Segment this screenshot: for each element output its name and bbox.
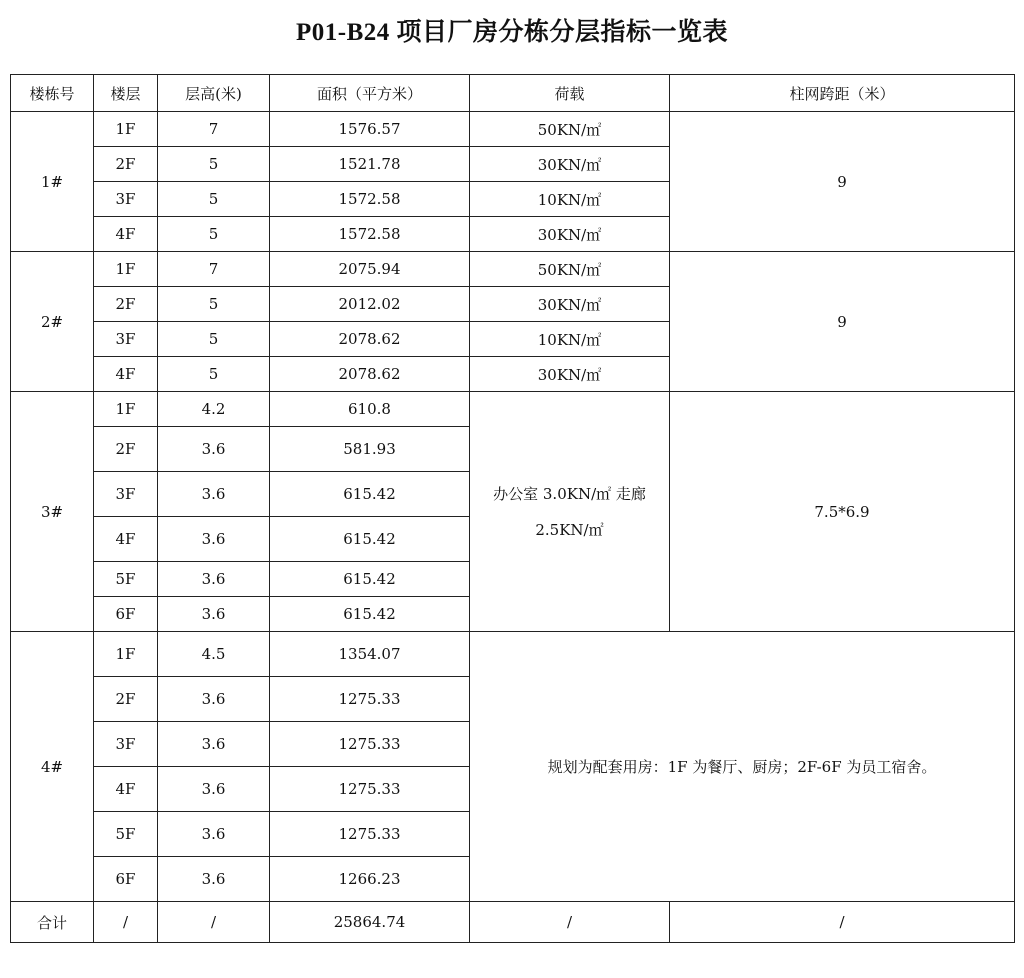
floor-cell: 2F [94,147,158,182]
floor-cell: 6F [94,597,158,632]
floor-cell: 1F [94,112,158,147]
floor-cell: 4F [94,357,158,392]
area-cell: 1266.23 [270,857,470,902]
height-cell: 7 [158,112,270,147]
load-line: 办公室 3.0KN/㎡ 走廊 [493,484,646,503]
area-cell: 1275.33 [270,767,470,812]
total-area: 25864.74 [270,902,470,943]
load-cell-merged [470,392,670,632]
total-load: / [470,902,670,943]
total-height: / [158,902,270,943]
header-area: 面积（平方米） [270,75,470,112]
floor-cell: 3F [94,322,158,357]
height-cell: 3.6 [158,722,270,767]
area-cell: 2012.02 [270,287,470,322]
height-cell: 3.6 [158,767,270,812]
height-cell: 3.6 [158,677,270,722]
area-cell: 2078.62 [270,357,470,392]
height-cell: 5 [158,182,270,217]
area-cell: 1275.33 [270,722,470,767]
total-floor: / [94,902,158,943]
height-cell: 5 [158,147,270,182]
area-cell: 615.42 [270,562,470,597]
page-title: P01-B24 项目厂房分栋分层指标一览表 [295,19,729,46]
area-cell: 1275.33 [270,677,470,722]
height-cell: 3.6 [158,472,270,517]
floor-cell: 1F [94,252,158,287]
table-row [11,392,1015,427]
building-id: 3# [11,392,94,632]
area-cell: 1572.58 [270,182,470,217]
height-cell: 3.6 [158,562,270,597]
height-cell: 5 [158,357,270,392]
building-id: 2# [11,252,94,392]
height-cell: 4.2 [158,392,270,427]
load-cell: 30KN/㎡ [470,147,670,182]
floor-cell: 2F [94,427,158,472]
header-floor: 楼层 [94,75,158,112]
building-id: 1# [11,112,94,252]
height-cell: 3.6 [158,857,270,902]
load-line: 2.5KN/㎡ [535,520,604,539]
table-row [11,632,1015,677]
load-cell: 50KN/㎡ [470,252,670,287]
header-row [11,75,1015,112]
area-cell: 581.93 [270,427,470,472]
header-height: 层高(米) [158,75,270,112]
area-cell: 1275.33 [270,812,470,857]
area-cell: 2075.94 [270,252,470,287]
area-cell: 610.8 [270,392,470,427]
grid-span-cell: 9 [670,112,1015,252]
floor-cell: 6F [94,857,158,902]
height-cell: 3.6 [158,812,270,857]
load-cell: 30KN/㎡ [470,217,670,252]
grid-span-cell: 7.5*6.9 [670,392,1015,632]
floor-cell: 2F [94,677,158,722]
area-cell: 1521.78 [270,147,470,182]
height-cell: 5 [158,217,270,252]
floor-cell: 5F [94,562,158,597]
height-cell: 3.6 [158,597,270,632]
height-cell: 5 [158,287,270,322]
floor-cell: 1F [94,392,158,427]
floor-cell: 4F [94,767,158,812]
height-cell: 3.6 [158,517,270,562]
table-row [11,252,1015,287]
total-row [11,902,1015,943]
planning-note: 规划为配套用房：1F 为餐厅、厨房；2F-6F 为员工宿舍。 [470,632,1015,902]
height-cell: 3.6 [158,427,270,472]
table-row [11,112,1015,147]
load-cell: 30KN/㎡ [470,357,670,392]
load-cell: 10KN/㎡ [470,182,670,217]
area-cell: 1576.57 [270,112,470,147]
floor-cell: 5F [94,812,158,857]
total-label: 合计 [11,902,94,943]
grid-span-cell: 9 [670,252,1015,392]
floor-index-table [10,74,1015,943]
header-grid: 柱网跨距（米） [670,75,1015,112]
load-cell: 30KN/㎡ [470,287,670,322]
header-load: 荷载 [470,75,670,112]
floor-cell: 3F [94,182,158,217]
height-cell: 7 [158,252,270,287]
floor-cell: 4F [94,217,158,252]
height-cell: 5 [158,322,270,357]
floor-cell: 3F [94,722,158,767]
floor-cell: 3F [94,472,158,517]
total-grid: / [670,902,1015,943]
height-cell: 4.5 [158,632,270,677]
area-cell: 615.42 [270,517,470,562]
area-cell: 615.42 [270,597,470,632]
load-cell: 50KN/㎡ [470,112,670,147]
area-cell: 2078.62 [270,322,470,357]
floor-cell: 2F [94,287,158,322]
building-id: 4# [11,632,94,902]
floor-cell: 1F [94,632,158,677]
area-cell: 615.42 [270,472,470,517]
load-cell: 10KN/㎡ [470,322,670,357]
header-building: 楼栋号 [11,75,94,112]
area-cell: 1572.58 [270,217,470,252]
floor-cell: 4F [94,517,158,562]
area-cell: 1354.07 [270,632,470,677]
